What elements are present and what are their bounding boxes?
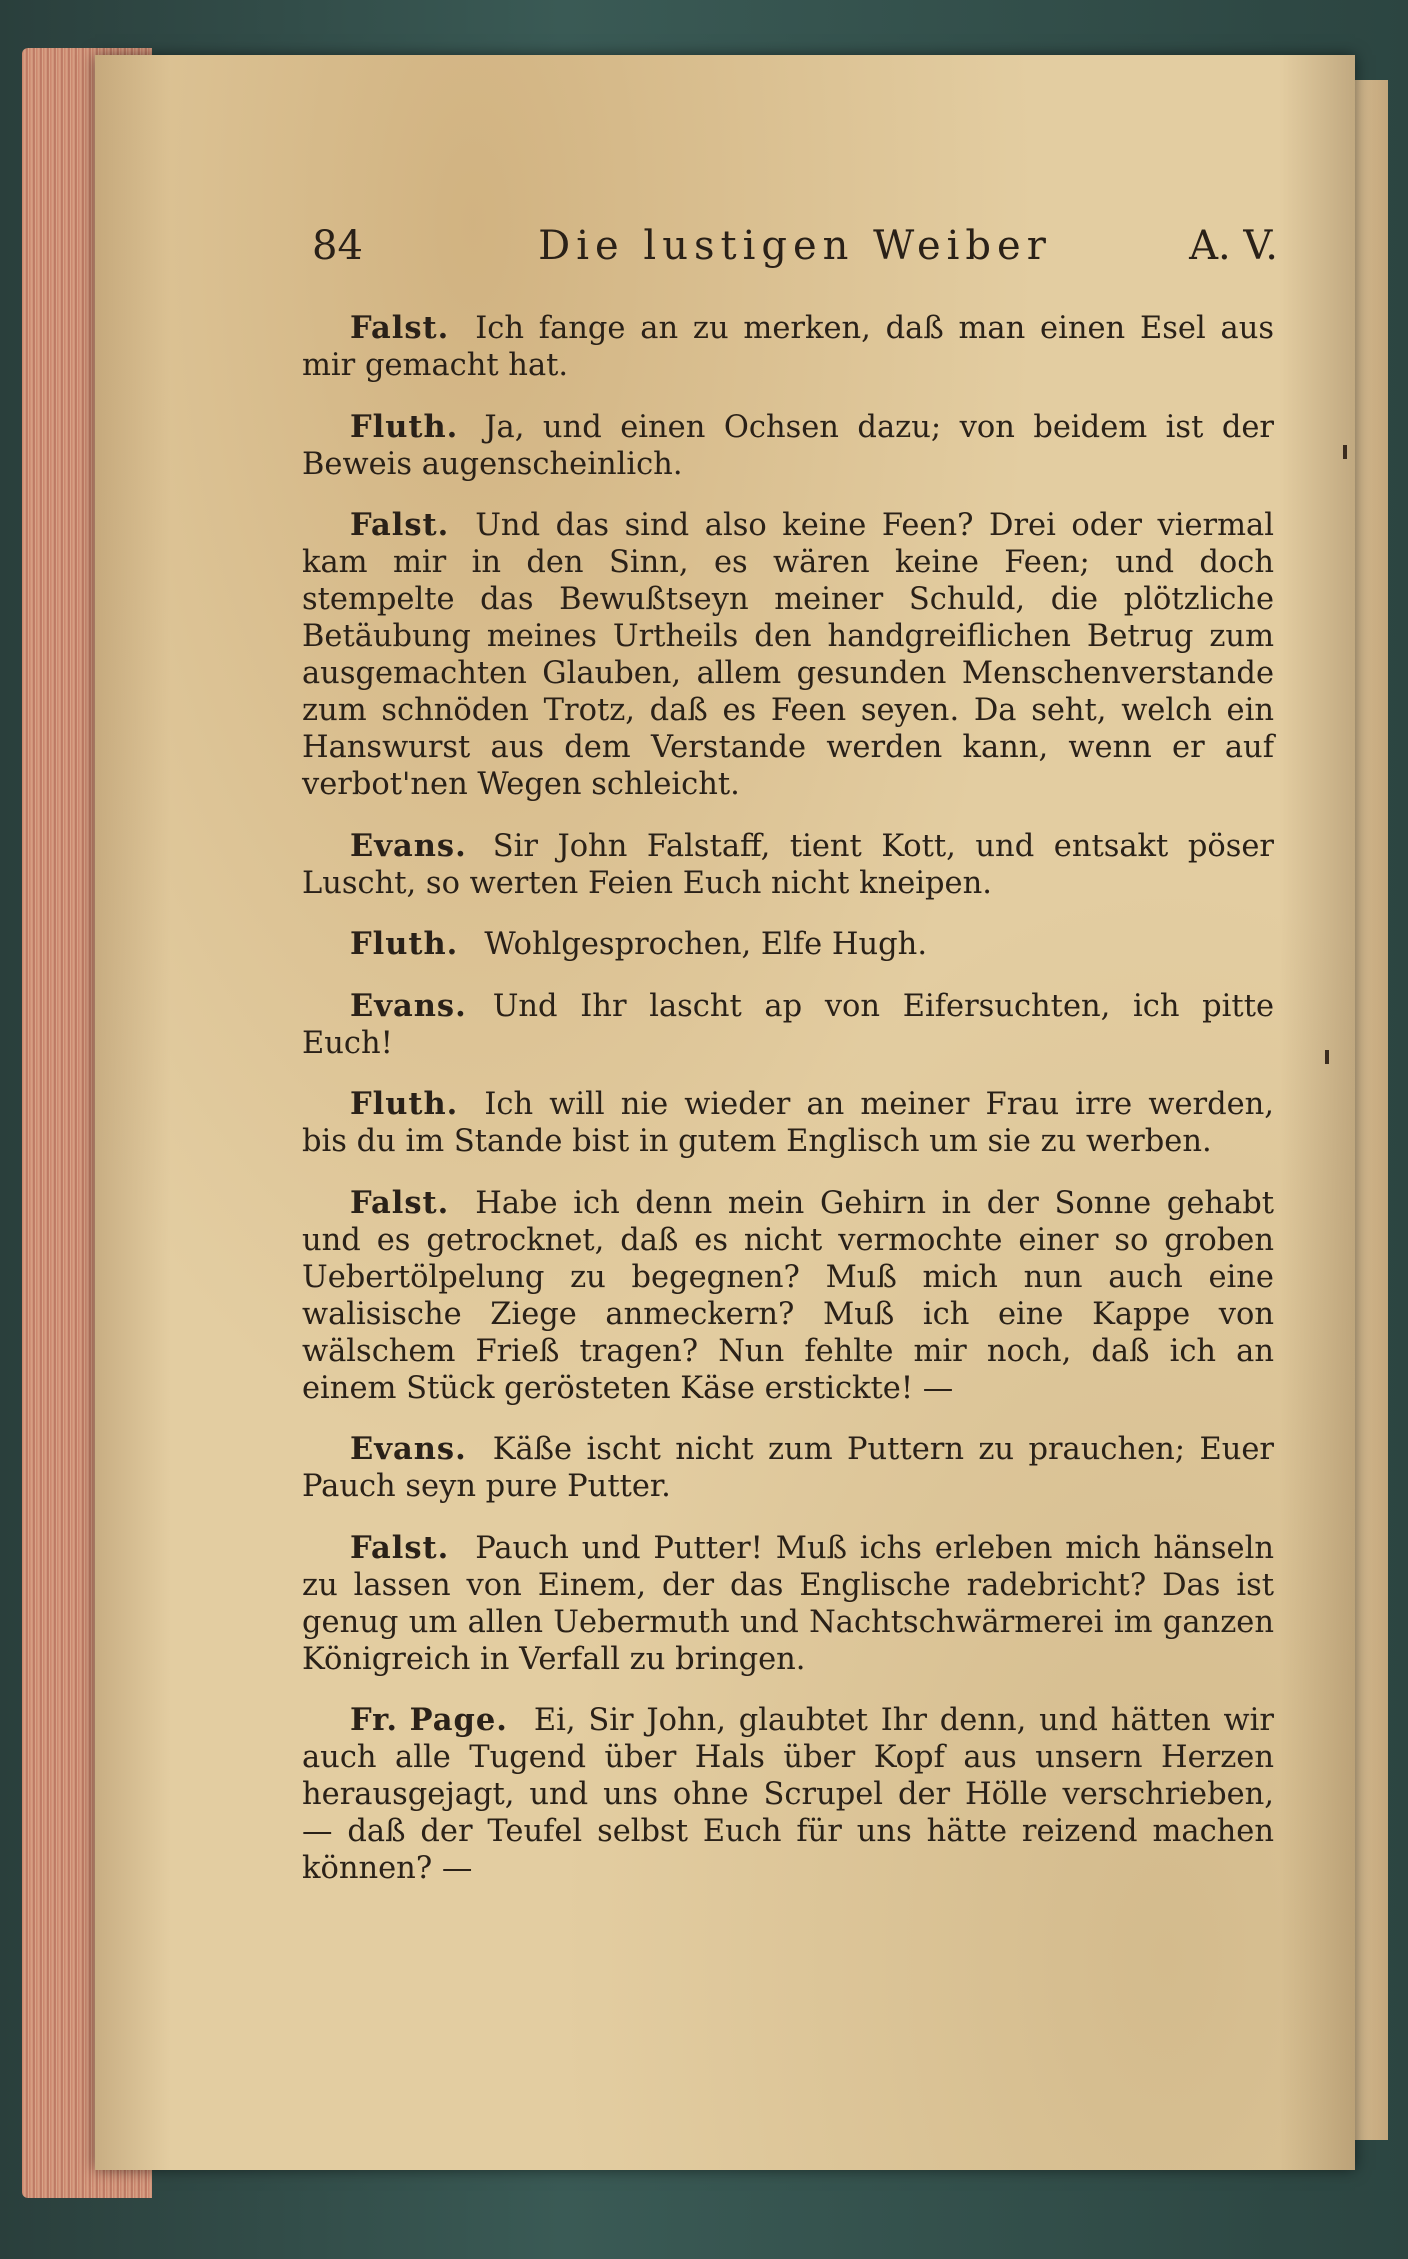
- speaker-name: Falst.: [350, 310, 450, 346]
- page-number: 84: [312, 223, 363, 269]
- speech: [302, 926, 1274, 963]
- speaker-name: Evans.: [350, 827, 467, 864]
- speech: [302, 507, 1274, 803]
- margin-mark: [1343, 445, 1347, 459]
- speaker-name: Fr. Page.: [350, 1702, 508, 1738]
- speaker-name: Falst.: [350, 1529, 450, 1566]
- running-title: Die lustigen Weiber: [538, 223, 1052, 269]
- speech-text: Sir John Falstaff, tient Kott, und entsakt pöser Luscht, so werten Feien Euch nicht kneipen.: [302, 828, 1274, 901]
- speech-text: Pauch und Putter! Muß ichs erleben mich hänseln zu lassen von Einem, der das Englische radebricht? Das ist genug um allen Uebermuth und Nachtschwärmerei im ganzen Königreich in Verfall zu bringen.: [302, 1530, 1274, 1677]
- speech: [302, 1702, 1274, 1887]
- speech-text: Wohlgesprochen, Elfe Hugh.: [484, 927, 928, 962]
- speaker-name: Evans.: [350, 1431, 467, 1467]
- speaker-name: Falst.: [350, 1184, 450, 1221]
- speaker-name: Evans.: [350, 987, 467, 1024]
- speech-text: Käße ischt nicht zum Puttern zu prauchen; Euer Pauch seyn pure Putter.: [302, 1432, 1274, 1504]
- running-header: [312, 218, 1278, 274]
- speech-text: Ja, und einen Ochsen dazu; von beidem ist der Beweis augenscheinlich.: [302, 409, 1274, 482]
- speech: [302, 409, 1274, 483]
- speech-text: Ei, Sir John, glaubtet Ihr denn, und hätten wir auch alle Tugend über Hals über Kopf aus unsern Herzen herausgejagt, und uns ohne Scrupel der Hölle verschrieben, — daß der Teufel selbst Euch für uns hätte reizend machen können? —: [302, 1703, 1274, 1886]
- speech-text: Habe ich denn mein Gehirn in der Sonne gehabt und es getrocknet, daß es nicht vermochte einer so groben Uebertölpelung zu begegnen? Muß mich nun auch eine walisische Ziege anmeckern? Muß ich eine Kappe von wälschem Frieß tragen? Nun fehlte mir noch, daß ich an einem Stück gerösteten Käse erstickte! —: [302, 1185, 1274, 1406]
- speaker-name: Fluth.: [350, 1086, 459, 1122]
- speech-text: Ich will nie wieder an meiner Frau irre werden, bis du im Stande bist in gutem Englisch um sie zu werben.: [302, 1087, 1274, 1159]
- page-text: [302, 310, 1274, 1912]
- margin-mark: [1325, 1050, 1329, 1064]
- speech: [302, 1086, 1274, 1160]
- speech: [302, 1431, 1274, 1505]
- speech: [302, 1185, 1274, 1407]
- speech-text: Und das sind also keine Feen? Drei oder viermal kam mir in den Sinn, es wären keine Feen; und doch stempelte das Bewußtseyn meiner Schuld, die plötzliche Betäubung meines Urtheils den handgreiflichen Betrug zum ausgemachten Glauben, allem gesunden Menschenverstande zum schnöden Trotz, daß es Feen seyen. Da seht, welch ein Hanswurst aus dem Verstande werden kann, wenn er auf verbot'nen Wegen schleicht.: [302, 508, 1274, 802]
- speaker-name: Falst.: [350, 507, 450, 543]
- speech-text: Und Ihr lascht ap von Eifersuchten, ich pitte Euch!: [302, 988, 1274, 1061]
- speech: [302, 1530, 1274, 1678]
- act-label: A. V.: [1189, 223, 1278, 269]
- speaker-name: Fluth.: [350, 408, 459, 445]
- speech: [302, 310, 1274, 384]
- speech-text: Ich fange an zu merken, daß man einen Esel aus mir gemacht hat.: [302, 311, 1274, 383]
- speech: [302, 988, 1274, 1062]
- speech: [302, 828, 1274, 902]
- speaker-name: Fluth.: [350, 926, 459, 962]
